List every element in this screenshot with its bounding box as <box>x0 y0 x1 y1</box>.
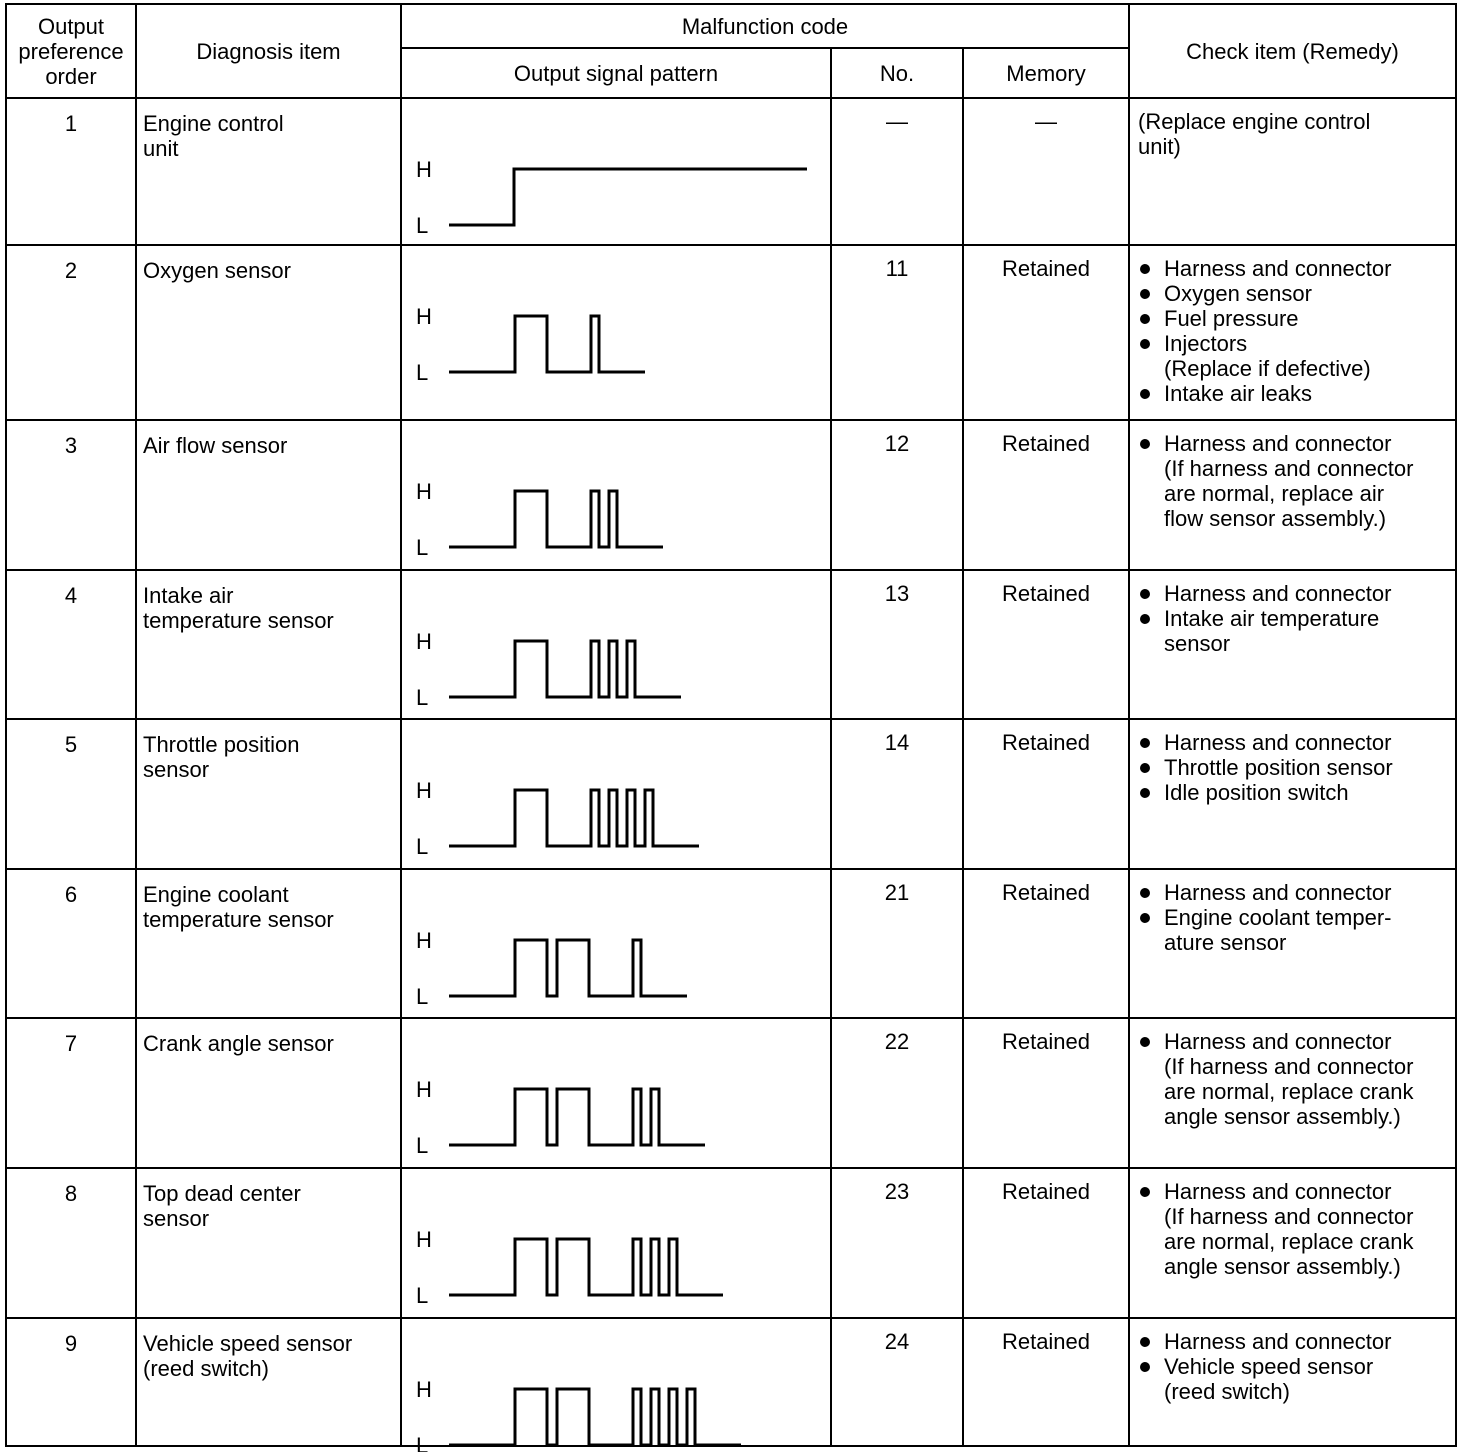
diagnosis-item-line: unit <box>143 136 179 161</box>
diagnosis-item-line: sensor <box>143 1206 210 1231</box>
header-order <box>6 4 136 98</box>
order-cell: 7 <box>6 1018 136 1168</box>
table-body <box>6 98 1456 1452</box>
code-number-cell: 21 <box>831 869 963 1018</box>
diagnosis-item-line: temperature sensor <box>143 608 334 633</box>
diagnosis-item-line: Throttle position <box>143 732 300 757</box>
check-item-cell <box>1129 1018 1456 1168</box>
table-row <box>6 420 1456 570</box>
check-text-line: (If harness and connector <box>1164 1054 1414 1079</box>
diagnosis-item-cell <box>136 245 401 420</box>
diagnosis-item-cell <box>136 570 401 719</box>
diagnosis-item-line: Crank angle sensor <box>143 1031 334 1056</box>
diagnosis-item-line: Engine control <box>143 111 284 136</box>
low-label: L <box>416 1283 429 1308</box>
memory-cell: Retained <box>963 1168 1129 1318</box>
diagnosis-item-line: Top dead center <box>143 1181 301 1206</box>
code-number-cell: 23 <box>831 1168 963 1318</box>
code-number-cell: 11 <box>831 245 963 420</box>
low-label: L <box>416 1433 429 1452</box>
table-row <box>6 1318 1456 1446</box>
check-text-line: Harness and connector <box>1164 1179 1392 1204</box>
high-label: H <box>416 1077 432 1102</box>
bullet-icon <box>1140 614 1150 624</box>
check-text-line: Engine coolant temper- <box>1164 905 1392 930</box>
diagnosis-item-cell <box>136 420 401 570</box>
table-row <box>6 869 1456 1018</box>
diagnosis-item-line: Intake air <box>143 583 234 608</box>
check-text-line: Harness and connector <box>1164 880 1392 905</box>
order-cell: 3 <box>6 420 136 570</box>
check-text-line: Harness and connector <box>1164 431 1392 456</box>
check-text-line: angle sensor assembly.) <box>1164 1104 1401 1129</box>
check-bullet-item <box>1138 281 1449 306</box>
signal-waveform <box>449 1239 723 1295</box>
check-item-cell <box>1129 719 1456 869</box>
check-text-line: Intake air temperature <box>1164 606 1380 631</box>
diagnosis-item-line: Oxygen sensor <box>143 258 291 283</box>
order-cell: 9 <box>6 1318 136 1446</box>
table-row <box>6 1168 1456 1318</box>
diagnosis-item-line: (reed switch) <box>143 1356 269 1381</box>
bullet-icon <box>1140 788 1150 798</box>
header-pattern: Output signal pattern <box>401 48 831 98</box>
high-label: H <box>416 629 432 654</box>
signal-waveform <box>449 316 645 372</box>
check-bullet-item <box>1138 306 1449 331</box>
table-row <box>6 570 1456 719</box>
diagnosis-item-cell <box>136 1168 401 1318</box>
check-item-cell <box>1129 98 1456 245</box>
diagnosis-item-line: temperature sensor <box>143 907 334 932</box>
signal-pattern-cell <box>401 1318 831 1452</box>
high-label: H <box>416 1377 432 1402</box>
header-check: Check item (Remedy) <box>1129 4 1456 98</box>
header-malfunction: Malfunction code <box>401 4 1129 48</box>
bullet-icon <box>1140 1187 1150 1197</box>
bullet-icon <box>1140 289 1150 299</box>
signal-pattern-cell <box>401 98 831 245</box>
signal-diagram <box>402 1319 830 1452</box>
low-label: L <box>416 685 429 710</box>
bullet-icon <box>1140 339 1150 349</box>
diagnosis-item-cell <box>136 98 401 245</box>
check-text-line: (If harness and connector <box>1164 1204 1414 1229</box>
signal-pattern-cell <box>401 420 831 570</box>
check-text-line: are normal, replace air <box>1164 481 1385 506</box>
diagnosis-item-cell <box>136 719 401 869</box>
header-memory: Memory <box>963 48 1129 98</box>
memory-cell: Retained <box>963 869 1129 1018</box>
check-text-line: Harness and connector <box>1164 1329 1392 1354</box>
check-item-cell <box>1129 570 1456 719</box>
diagnosis-item-line: Vehicle speed sensor <box>143 1331 353 1356</box>
check-text-line: (Replace if defective) <box>1164 356 1371 381</box>
signal-diagram <box>402 720 830 866</box>
bullet-icon <box>1140 888 1150 898</box>
memory-cell: Retained <box>963 1318 1129 1446</box>
header-order-line: order <box>45 63 97 89</box>
check-text-line: (reed switch) <box>1164 1379 1290 1404</box>
check-text-line: unit) <box>1138 134 1181 159</box>
diagnosis-item-cell <box>136 1318 401 1446</box>
signal-diagram <box>402 1169 830 1315</box>
check-bullet-item <box>1138 905 1449 955</box>
low-label: L <box>416 360 429 385</box>
memory-cell: Retained <box>963 420 1129 570</box>
order-cell: 2 <box>6 245 136 420</box>
order-cell: 1 <box>6 98 136 245</box>
signal-waveform <box>449 641 681 697</box>
check-text-line: Intake air leaks <box>1164 381 1312 406</box>
diagnosis-item-line: Engine coolant <box>143 882 289 907</box>
check-text-line: angle sensor assembly.) <box>1164 1254 1401 1279</box>
signal-pattern-cell <box>401 570 831 719</box>
order-cell: 8 <box>6 1168 136 1318</box>
check-bullet-item <box>1138 1354 1449 1404</box>
diagnosis-table <box>5 3 1457 1452</box>
check-bullet-item <box>1138 730 1449 755</box>
check-bullet-item <box>1138 256 1449 281</box>
check-text-line: are normal, replace crank <box>1164 1229 1414 1254</box>
header-order-line: preference <box>18 38 124 64</box>
check-bullet-item <box>1138 606 1449 656</box>
diagnosis-item-cell <box>136 1018 401 1168</box>
check-text-line: Harness and connector <box>1164 581 1392 606</box>
diagnosis-item-line: Air flow sensor <box>143 433 288 458</box>
high-label: H <box>416 157 432 182</box>
check-text-line: Injectors <box>1164 331 1248 356</box>
check-bullet-item <box>1138 381 1449 406</box>
signal-waveform <box>449 1089 705 1145</box>
code-number-cell: — <box>831 98 963 245</box>
check-remedy <box>1138 109 1370 159</box>
check-bullet-item <box>1138 431 1449 531</box>
check-text-line: Idle position switch <box>1164 780 1349 805</box>
signal-pattern-cell <box>401 245 831 420</box>
check-bullet-item <box>1138 755 1449 780</box>
signal-pattern-cell <box>401 1168 831 1318</box>
low-label: L <box>416 213 429 238</box>
signal-diagram <box>402 421 830 567</box>
code-number-cell: 12 <box>831 420 963 570</box>
signal-waveform <box>449 169 807 225</box>
bullet-icon <box>1140 1037 1150 1047</box>
table-row <box>6 719 1456 869</box>
check-bullet-item <box>1138 581 1449 606</box>
memory-cell: Retained <box>963 245 1129 420</box>
header-no: No. <box>831 48 963 98</box>
signal-pattern-cell <box>401 719 831 869</box>
low-label: L <box>416 1133 429 1158</box>
bullet-icon <box>1140 264 1150 274</box>
check-text-line: (If harness and connector <box>1164 456 1414 481</box>
signal-waveform <box>449 1389 741 1445</box>
high-label: H <box>416 304 432 329</box>
low-label: L <box>416 834 429 859</box>
check-item-cell <box>1129 1168 1456 1318</box>
check-bullet-item <box>1138 331 1449 381</box>
memory-cell: Retained <box>963 570 1129 719</box>
check-bullet-item <box>1138 780 1449 805</box>
check-text-line: Harness and connector <box>1164 730 1392 755</box>
diagnosis-item-cell <box>136 869 401 1018</box>
high-label: H <box>416 778 432 803</box>
memory-cell: Retained <box>963 1018 1129 1168</box>
signal-diagram <box>402 246 830 417</box>
header-order-line: Output <box>37 13 105 39</box>
bullet-icon <box>1140 763 1150 773</box>
signal-waveform <box>449 491 663 547</box>
table-row <box>6 245 1456 420</box>
check-text-line: ature sensor <box>1164 930 1287 955</box>
diagnosis-item-line: sensor <box>143 757 210 782</box>
check-text-line: Throttle position sensor <box>1164 755 1393 780</box>
check-bullet-item <box>1138 1029 1449 1129</box>
check-bullet-item <box>1138 1179 1449 1279</box>
check-text-line: Harness and connector <box>1164 1029 1392 1054</box>
memory-cell: Retained <box>963 719 1129 869</box>
order-cell: 4 <box>6 570 136 719</box>
code-number-cell: 22 <box>831 1018 963 1168</box>
signal-diagram <box>402 99 830 242</box>
header-diagnosis: Diagnosis item <box>136 4 401 98</box>
high-label: H <box>416 928 432 953</box>
bullet-icon <box>1140 314 1150 324</box>
check-text-line: sensor <box>1164 631 1231 656</box>
signal-diagram <box>402 571 830 716</box>
memory-cell: — <box>963 98 1129 245</box>
check-bullet-item <box>1138 1329 1449 1354</box>
signal-waveform <box>449 940 687 996</box>
low-label: L <box>416 535 429 560</box>
check-item-cell <box>1129 1318 1456 1446</box>
bullet-icon <box>1140 913 1150 923</box>
check-text-line: are normal, replace crank <box>1164 1079 1414 1104</box>
signal-pattern-cell <box>401 1018 831 1168</box>
table-row <box>6 1018 1456 1168</box>
signal-waveform <box>449 790 699 846</box>
table-row <box>6 98 1456 245</box>
check-text-line: Vehicle speed sensor <box>1164 1354 1374 1379</box>
check-item-cell <box>1129 245 1456 420</box>
code-number-cell: 24 <box>831 1318 963 1446</box>
order-cell: 6 <box>6 869 136 1018</box>
signal-pattern-cell <box>401 869 831 1018</box>
check-text-line: Harness and connector <box>1164 256 1392 281</box>
low-label: L <box>416 984 429 1009</box>
bullet-icon <box>1140 1337 1150 1347</box>
check-text-line: Oxygen sensor <box>1164 281 1312 306</box>
check-item-cell <box>1129 420 1456 570</box>
check-text-line: Fuel pressure <box>1164 306 1299 331</box>
high-label: H <box>416 479 432 504</box>
bullet-icon <box>1140 1362 1150 1372</box>
order-cell: 5 <box>6 719 136 869</box>
check-text-line: flow sensor assembly.) <box>1164 506 1387 531</box>
bullet-icon <box>1140 738 1150 748</box>
check-bullet-item <box>1138 880 1449 905</box>
check-item-cell <box>1129 869 1456 1018</box>
bullet-icon <box>1140 589 1150 599</box>
signal-diagram <box>402 1019 830 1165</box>
code-number-cell: 14 <box>831 719 963 869</box>
code-number-cell: 13 <box>831 570 963 719</box>
bullet-icon <box>1140 389 1150 399</box>
check-text-line: (Replace engine control <box>1138 109 1371 134</box>
high-label: H <box>416 1227 432 1252</box>
signal-diagram <box>402 870 830 1015</box>
bullet-icon <box>1140 439 1150 449</box>
